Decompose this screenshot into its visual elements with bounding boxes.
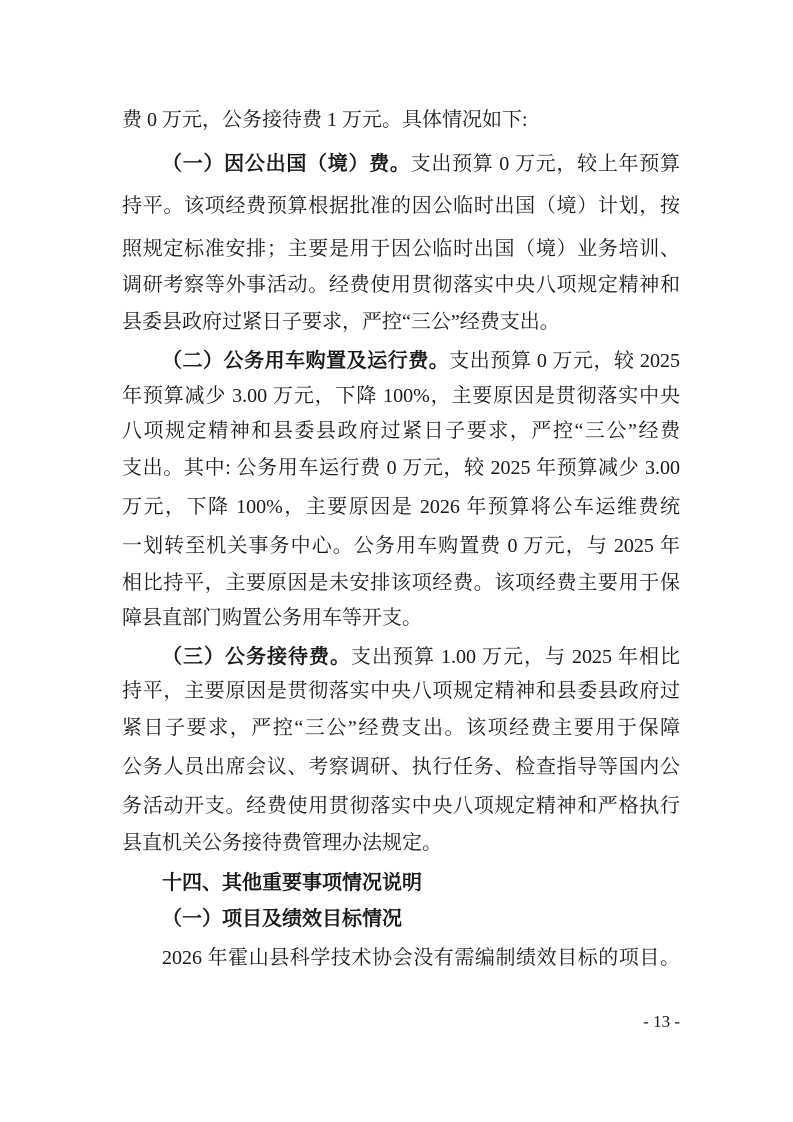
body-text: 县委县政府过紧日子要求，严控“三公”经费支出。 — [122, 311, 560, 333]
body-text: 支出预算 0 万元，较 2025 — [449, 350, 681, 372]
section-title — [162, 869, 680, 895]
section-heading: （二）公务用车购置及运行费。 — [162, 348, 450, 372]
body-text: 费 0 万元，公务接待费 1 万元。具体情况如下: — [122, 109, 528, 131]
page-number: - 13 - — [643, 1012, 680, 1031]
body-text: 持平，主要原因是贯彻落实中央八项规定精神和县委县政府过 — [122, 680, 680, 702]
body-text: 支出预算 0 万元，较上年预算 — [410, 153, 681, 175]
body-text: 2026 年霍山县科学技术协会没有需编制绩效目标的项目。 — [162, 947, 680, 969]
body-text: 支出预算 1.00 万元，与 2025 年相比 — [351, 646, 680, 668]
body-text: 持平。该项经费预算根据批准的因公临时出国（境）计划，按 — [122, 195, 680, 217]
text-line — [122, 793, 680, 819]
text-line — [122, 455, 680, 481]
text-line — [122, 418, 680, 444]
body-text: 一划转至机关事务中心。公务用车购置费 0 万元，与 2025 年 — [122, 535, 680, 557]
text-line — [162, 945, 680, 971]
text-line — [122, 193, 680, 219]
text-line — [122, 236, 680, 262]
body-text: 相比持平，主要原因是未安排该项经费。该项经费主要用于保 — [122, 572, 680, 594]
body-text: 公务人员出席会议、考察调研、执行任务、检查指导等国内公 — [122, 756, 680, 778]
body-text: 紧日子要求，严控“三公”经费支出。该项经费主要用于保障 — [122, 717, 680, 739]
section-heading: （三）公务接待费。 — [162, 644, 351, 668]
body-text: 万元，下降 100%，主要原因是 2026 年预算将公车运维费统 — [122, 496, 680, 518]
text-line — [162, 150, 680, 176]
text-line — [122, 107, 680, 133]
body-text: 调研考察等外事活动。经费使用贯彻落实中央八项规定精神和 — [122, 274, 680, 296]
text-line — [122, 715, 680, 741]
body-text: 务活动开支。经费使用贯彻落实中央八项规定精神和严格执行 — [122, 795, 680, 817]
text-line — [122, 605, 680, 631]
text-line — [162, 347, 680, 373]
text-line — [122, 309, 680, 335]
section-heading: （一）因公出国（境）费。 — [162, 151, 411, 175]
body-text: 支出。其中: 公务用车运行费 0 万元，较 2025 年预算减少 3.00 — [122, 457, 680, 479]
section-title-text: 十四、其他重要事项情况说明 — [162, 870, 422, 894]
body-text: 八项规定精神和县委县政府过紧日子要求，严控“三公”经费 — [122, 420, 680, 442]
subsection-title — [162, 905, 680, 931]
text-line — [122, 494, 680, 520]
text-line — [122, 383, 680, 409]
section-heading: （一）项目及绩效目标情况 — [162, 906, 402, 930]
body-text: 年预算减少 3.00 万元，下降 100%，主要原因是贯彻落实中央 — [122, 385, 680, 407]
text-line — [122, 570, 680, 596]
text-line — [122, 678, 680, 704]
text-line — [122, 830, 680, 856]
body-text: 照规定标准安排；主要是用于因公临时出国（境）业务培训、 — [122, 238, 680, 260]
text-line — [122, 272, 680, 298]
body-text: 障县直部门购置公务用车等开支。 — [122, 607, 422, 629]
text-line — [162, 643, 680, 669]
text-line — [122, 754, 680, 780]
text-line — [122, 533, 680, 559]
body-text: 县直机关公务接待费管理办法规定。 — [122, 832, 442, 854]
